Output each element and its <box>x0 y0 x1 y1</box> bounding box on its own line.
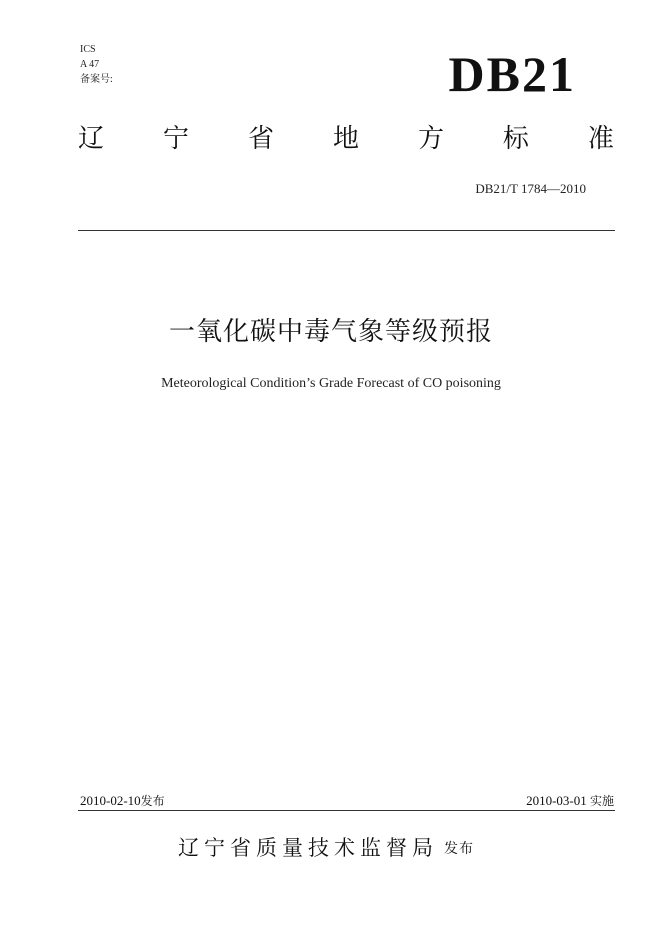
issue-date-value: 2010-02-10 <box>80 793 141 808</box>
class-code: A 47 <box>80 59 100 70</box>
top-divider <box>78 230 615 231</box>
category-char: 省 <box>247 124 274 154</box>
standard-category-title <box>78 122 614 156</box>
implementation-date-suffix: 实施 <box>589 794 614 808</box>
category-char: 宁 <box>162 124 189 154</box>
bottom-divider <box>78 810 615 811</box>
category-char: 地 <box>332 124 359 154</box>
category-char: 标 <box>502 124 529 154</box>
document-title: 一氧化碳中毒气象等级预报 <box>168 317 493 347</box>
record-number-label: 备案号: <box>80 74 113 85</box>
category-char: 方 <box>417 124 444 154</box>
ics-label: ICS <box>80 44 96 55</box>
standard-code-mark: DB21 <box>448 46 576 102</box>
issue-date <box>80 792 165 810</box>
implementation-date <box>526 792 614 810</box>
publisher-line <box>178 834 474 863</box>
implementation-date-value: 2010-03-01 <box>526 793 587 808</box>
category-char: 辽 <box>78 124 105 154</box>
issue-date-suffix: 发布 <box>140 794 165 808</box>
publisher-suffix: 发布 <box>444 841 474 857</box>
category-char: 准 <box>587 124 614 154</box>
classification-block <box>80 42 113 87</box>
publisher-name: 辽宁省质量技术监督局 <box>178 836 438 860</box>
document-english-title: Meteorological Condition’s Grade Forecast of CO poisoning <box>161 376 501 391</box>
document-number: DB21/T 1784—2010 <box>475 181 586 196</box>
